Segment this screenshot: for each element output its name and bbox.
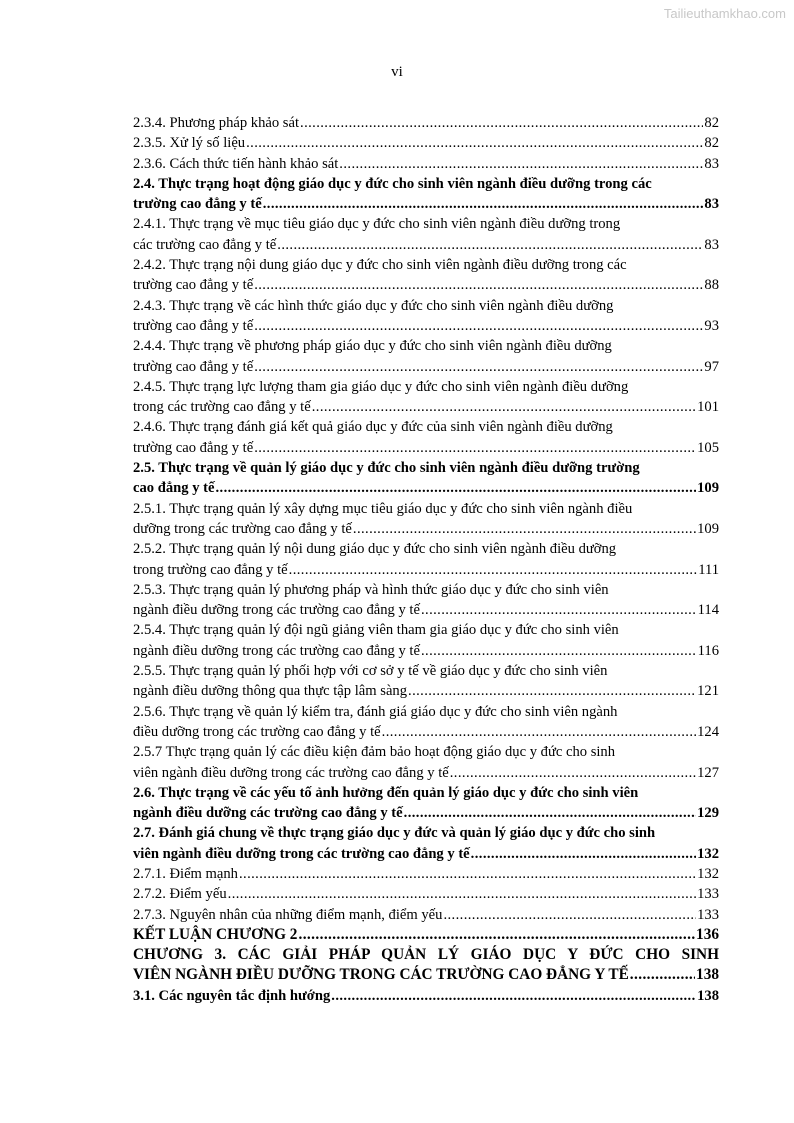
toc-entry-title-line: 2.5.4. Thực trạng quản lý đội ngũ giảng viên tham gia giáo dục y đức cho sinh viên (133, 622, 619, 639)
toc-entry[interactable] (133, 986, 719, 1006)
dot-leader (408, 681, 696, 701)
dot-leader (246, 133, 703, 153)
toc-entry-title-line: 2.4.3. Thực trạng về các hình thức giáo dục y đức cho sinh viên ngành điều dưỡng (133, 297, 614, 314)
dot-leader (450, 763, 696, 783)
toc-page-number: 88 (704, 277, 719, 294)
dot-leader (254, 275, 703, 295)
toc-page-number: 82 (704, 115, 719, 131)
toc-page-number: 105 (697, 439, 719, 456)
toc-entry-title-line: 2.7.3. Nguyên nhân của những điểm mạnh, điểm yếu (133, 906, 443, 923)
toc-entry-title-line: ngành điều dưỡng các trường cao đẳng y tế (133, 805, 403, 822)
toc-entry-title-line: 2.5.2. Thực trạng quản lý nội dung giáo dục y đức cho sinh viên ngành điều dưỡng (133, 541, 617, 558)
dot-leader (254, 438, 696, 458)
dot-leader (443, 905, 696, 925)
toc-entry[interactable] (133, 884, 719, 904)
dot-leader (421, 641, 697, 661)
toc-entry-title-line: ngành điều dưỡng thông qua thực tập lâm sàng (133, 683, 408, 700)
toc-entry-title-line: trường cao đẳng y tế (133, 196, 262, 213)
toc-entry-title-line: trong các trường cao đẳng y tế (133, 399, 311, 416)
toc-page-number: 101 (697, 399, 719, 416)
toc-entry[interactable] (133, 945, 719, 986)
toc-entry-title-line: 2.4.1. Thực trạng về mục tiêu giáo dục y đức cho sinh viên ngành điều dưỡng trong (133, 216, 621, 233)
toc-page-number: 132 (697, 845, 719, 862)
toc-page-number: 127 (697, 764, 719, 781)
toc-entry-title-line: 2.3.4. Phương pháp khảo sát (133, 115, 300, 131)
toc-entry-title-line: trường cao đẳng y tế (133, 277, 254, 294)
toc-entry-title-line: 2.5.5. Thực trạng quản lý phối hợp với cơ sở y tế về giáo dục y đức cho sinh viên (133, 663, 608, 680)
toc-entry-title-line: trong trường cao đẳng y tế (133, 561, 288, 578)
toc-entry-title-line: 2.7.1. Điểm mạnh (133, 865, 238, 882)
toc-entry-title-line: viên ngành điều dưỡng trong các trường cao đẳng y tế (133, 845, 470, 862)
toc-entry-title-line: 2.4.2. Thực trạng nội dung giáo dục y đức cho sinh viên ngành điều dưỡng trong các (133, 257, 627, 274)
toc-entry[interactable] (133, 620, 719, 661)
dot-leader (339, 154, 703, 174)
toc-entry[interactable] (133, 925, 719, 945)
toc-page-number: 83 (704, 155, 719, 172)
toc-entry-title-line: 2.5.7 Thực trạng quản lý các điều kiện đảm bảo hoạt động giáo dục y đức cho sinh (133, 744, 616, 761)
toc-page-number: 82 (704, 135, 719, 152)
dot-leader (331, 986, 696, 1006)
dot-leader (353, 519, 696, 539)
dot-leader (312, 397, 696, 417)
toc-page-number: 133 (697, 886, 719, 903)
toc-entry-title-line: 2.4. Thực trạng hoạt động giáo dục y đức cho sinh viên ngành điều dưỡng trong các (133, 175, 652, 192)
toc-entry-title-line: 2.5.6. Thực trạng về quản lý kiểm tra, đánh giá giáo dục y đức cho sinh viên ngành (133, 703, 618, 720)
dot-leader (404, 803, 696, 823)
toc-entry[interactable] (133, 499, 719, 540)
toc-page-number: 138 (696, 966, 719, 984)
toc-entry-title-line: 2.5.1. Thực trạng quản lý xây dựng mục tiêu giáo dục y đức cho sinh viên ngành điều (133, 500, 633, 517)
toc-page-number: 111 (698, 561, 719, 578)
page-number: vi (391, 64, 403, 80)
toc-page-number: 83 (704, 196, 719, 213)
dot-leader (300, 113, 703, 133)
toc-entry-title-line: điều dưỡng trong các trường cao đẳng y tế (133, 723, 381, 740)
toc-entry-title-line: ngành điều dưỡng trong các trường cao đẳng y tế (133, 602, 420, 619)
toc-entry-title-line: 2.7. Đánh giá chung về thực trạng giáo dục y đức và quản lý giáo dục y đức cho sinh (133, 825, 656, 842)
toc-entry-title-line: trường cao đẳng y tế (133, 439, 254, 456)
toc-entry-title-line: cao đẳng y tế (133, 480, 215, 497)
toc-entry[interactable] (133, 702, 719, 743)
dot-leader (215, 478, 696, 498)
toc-page-number: 97 (704, 358, 719, 375)
toc-page-number: 132 (697, 865, 719, 882)
dot-leader (471, 844, 696, 864)
dot-leader (263, 194, 704, 214)
table-of-contents (133, 113, 719, 1006)
toc-entry-title-line: 2.4.4. Thực trạng về phương pháp giáo dục y đức cho sinh viên ngành điều dưỡng (133, 338, 612, 355)
toc-page-number: 124 (697, 723, 719, 740)
toc-entry[interactable] (133, 214, 719, 255)
dot-leader (228, 884, 696, 904)
toc-entry-title-line: trường cao đẳng y tế (133, 358, 254, 375)
toc-entry-title-line: trường cao đẳng y tế (133, 317, 254, 334)
toc-page-number: 129 (697, 805, 719, 822)
toc-entry-title-line: 2.5.3. Thực trạng quản lý phương pháp và hình thức giáo dục y đức cho sinh viên (133, 581, 609, 598)
toc-entry-title-line: 2.4.6. Thực trạng đánh giá kết quả giáo dục y đức của sinh viên ngành điều dưỡng (133, 419, 613, 436)
toc-entry-title-line: 2.5. Thực trạng về quản lý giáo dục y đức cho sinh viên ngành điều dưỡng trường (133, 460, 640, 477)
toc-entry-title-line: 2.3.5. Xử lý số liệu (133, 135, 246, 152)
toc-entry[interactable] (133, 783, 719, 824)
toc-entry[interactable] (133, 742, 719, 783)
dot-leader (298, 925, 695, 945)
dot-leader (289, 560, 698, 580)
toc-page-number: 93 (704, 317, 719, 334)
toc-entry[interactable] (133, 417, 719, 458)
toc-entry-title-line: 2.6. Thực trạng về các yếu tố ảnh hưởng đến quản lý giáo dục y đức cho sinh viên (133, 784, 639, 801)
toc-entry[interactable] (133, 823, 719, 864)
dot-leader (421, 600, 697, 620)
toc-entry[interactable] (133, 336, 719, 377)
toc-entry[interactable] (133, 377, 719, 418)
toc-entry[interactable] (133, 296, 719, 337)
toc-entry[interactable] (133, 905, 719, 925)
dot-leader (239, 864, 696, 884)
watermark: Tailieuthamkhao.com (663, 6, 786, 21)
toc-page-number: 121 (697, 683, 719, 700)
toc-entry[interactable] (133, 174, 719, 215)
toc-page-number: 138 (697, 987, 719, 1004)
toc-page-number: 133 (697, 906, 719, 923)
toc-entry[interactable] (133, 133, 719, 153)
toc-entry[interactable] (133, 661, 719, 702)
toc-entry-title-line: các trường cao đẳng y tế (133, 236, 277, 253)
toc-entry-title-line: dưỡng trong các trường cao đẳng y tế (133, 520, 352, 537)
toc-entry-title-line: VIÊN NGÀNH ĐIỀU DƯỠNG TRONG CÁC TRƯỜNG CAO ĐẲNG Y TẾ (133, 966, 629, 984)
toc-entry-title-line: 3.1. Các nguyên tắc định hướng (133, 987, 331, 1004)
toc-entry[interactable] (133, 255, 719, 296)
dot-leader (382, 722, 696, 742)
toc-entry-title-line: CHƯƠNG 3. CÁC GIẢI PHÁP QUẢN LÝ GIÁO DỤC Y ĐỨC CHO SINH (133, 946, 719, 964)
toc-page-number: 114 (697, 602, 719, 619)
dot-leader (254, 357, 703, 377)
toc-entry[interactable] (133, 113, 719, 133)
toc-entry[interactable] (133, 580, 719, 621)
toc-entry-title-line: KẾT LUẬN CHƯƠNG 2 (133, 925, 298, 943)
dot-leader (277, 235, 703, 255)
toc-entry[interactable] (133, 154, 719, 174)
toc-entry-title-line: 2.3.6. Cách thức tiến hành khảo sát (133, 155, 339, 172)
dot-leader (254, 316, 703, 336)
toc-entry-title-line: 2.4.5. Thực trạng lực lượng tham gia giáo dục y đức cho sinh viên ngành điều dưỡng (133, 378, 629, 395)
toc-entry-title-line: viên ngành điều dưỡng trong các trường cao đẳng y tế (133, 764, 449, 781)
toc-page-number: 116 (697, 642, 719, 659)
dot-leader (630, 965, 695, 985)
toc-entry-title-line: ngành điều dưỡng trong các trường cao đẳng y tế (133, 642, 420, 659)
toc-page-number: 109 (697, 520, 719, 537)
toc-entry[interactable] (133, 539, 719, 580)
toc-entry-title-line: 2.7.2. Điểm yếu (133, 886, 227, 903)
toc-page-number: 109 (697, 480, 719, 497)
toc-page-number: 136 (696, 925, 719, 943)
toc-page-number: 83 (704, 236, 719, 253)
toc-entry[interactable] (133, 458, 719, 499)
toc-entry[interactable] (133, 864, 719, 884)
